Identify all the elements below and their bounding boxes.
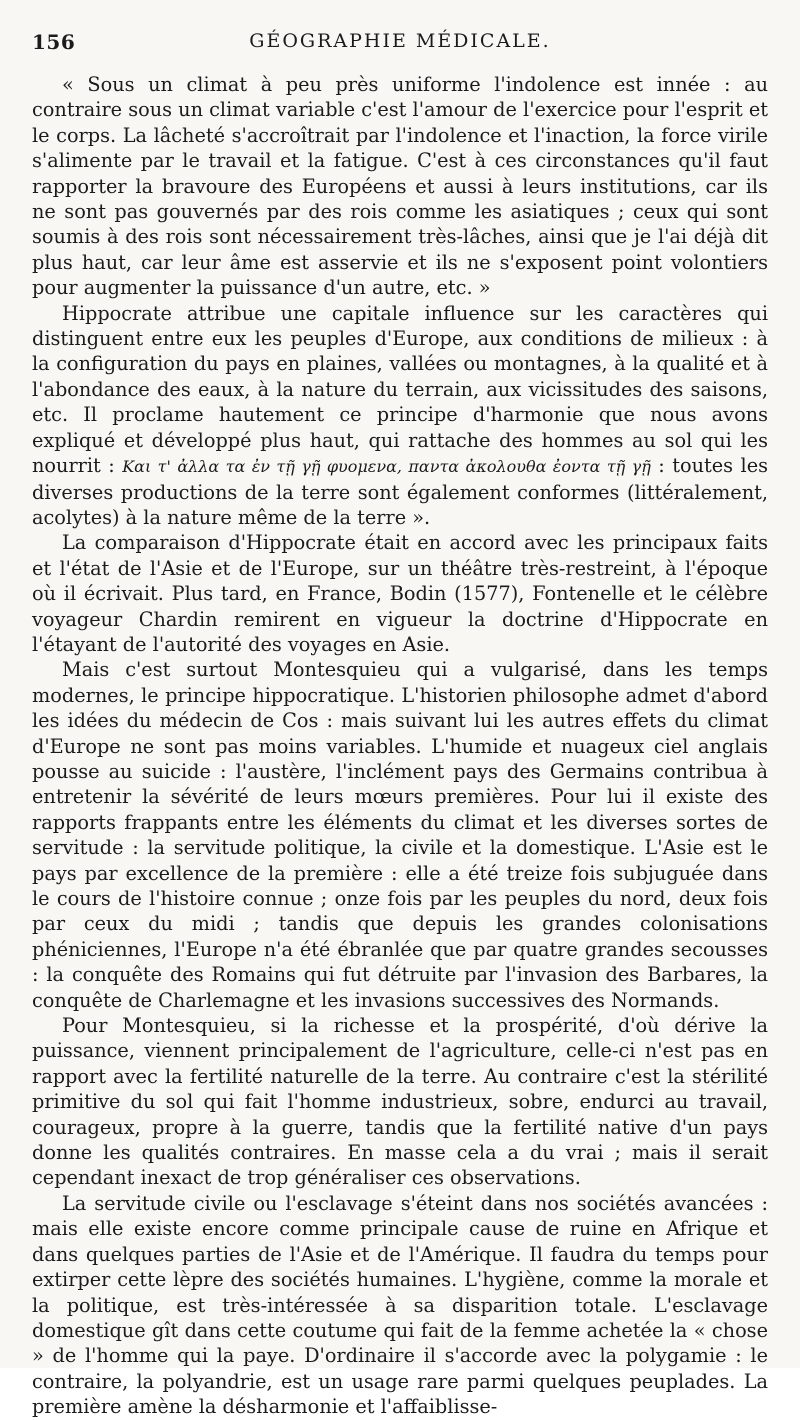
paragraph-richesse: Pour Montesquieu, si la richesse et la prospérité, d'où dérive la puissance, viennent principalement de l'agriculture, celle-ci n'est pas en rapport avec la fertilité naturelle de la terre. Au contraire c'est la stérilité primitive du sol qui fait l'homme industrieux, sobre, endurci au travail, courageux, propre à la guerre, tandis que la fertilité native d'un pays donne les qualités contraires. En masse cela a du vrai ; mais il serait cependant inexact de trop généraliser ces observations. xyxy=(32,1014,768,1190)
page-number: 156 xyxy=(32,30,76,54)
paragraph-quote-climate: « Sous un climat à peu près uniforme l'indolence est innée : au contraire sous un climat variable c'est l'amour de l'exercice pour l'esprit et le corps. La lâcheté s'accroîtrait par l'indolence et l'inaction, la force virile s'alimente par le travail et la fatigue. C'est à ces circonstances qu'il faut rapporter la bravoure des Européens et aussi à leurs institutions, car ils ne sont pas gouvernés par des rois comme les asiatiques ; ceux qui sont soumis à des rois sont nécessairement très-lâches, ainsi que je l'ai déjà dit plus haut, car leur âme est asservie et ils ne s'exposent point volontiers pour augmenter la puissance d'un autre, etc. » xyxy=(32,73,768,300)
paragraph-montesquieu: Mais c'est surtout Montesquieu qui a vulgarisé, dans les temps modernes, le principe hippocratique. L'historien philosophe admet d'abord les idées du médecin de Cos : mais suivant lui les autres effets du climat d'Europe ne sont pas moins variables. L'humide et nuageux ciel anglais pousse au suicide : l'austère, l'inclément pays des Germains contribua à entretenir la sévérité de leurs mœurs premières. Pour lui il existe des rapports frappants entre les éléments du climat et les diverses sortes de servitude : la servitude politique, la civile et la domestique. L'Asie est le pays par excellence de la première : elle a été treize fois subjuguée dans le cours de l'histoire connue ; onze fois par les peuples du nord, deux fois par ceux du midi ; tandis que depuis les grandes colonisations phéniciennes, l'Europe n'a été ébranlée que par quatre grandes secousses : la conquête des Romains qui fut détruite par l'invasion des Barbares, la conquête de Charlemagne et les invasions successives des Normands. xyxy=(32,658,768,1012)
body-text xyxy=(32,72,768,1420)
paragraph-hippocrate xyxy=(32,301,768,531)
paragraph-comparaison: La comparaison d'Hippocrate était en accord avec les principaux faits et l'état de l'Asie et de l'Europe, sur un théâtre très-restreint, à l'époque où il écrivait. Plus tard, en France, Bodin (1577), Fontenelle et le célèbre voyageur Chardin remirent en vigueur la doctrine d'Hippocrate en l'étayant de l'autorité des voyages en Asie. xyxy=(32,531,768,656)
greek-quotation: Και τ' ἀλλα τα ἐν τῇ γῇ φυομενα, παντα ἀκολουθα ἐοντα τῇ γῇ xyxy=(122,457,651,477)
paragraph-hippocrate-text-after: : toutes les diverses productions de la terre sont également conformes (littéralement, acolytes) à la nature même de la terre ». xyxy=(32,454,769,529)
paragraph-servitude: La servitude civile ou l'esclavage s'éteint dans nos sociétés avancées : mais elle existe encore comme principale cause de ruine en Afrique et dans quelques parties de l'Asie et de l'Amérique. Il faudra du temps pour extirper cette lèpre des sociétés humaines. L'hygiène, comme la morale et la politique, est très-intéressée à sa disparition totale. L'esclavage domestique gît dans cette coutume qui fait de la femme achetée la « chose » de l'homme qui la paye. D'ordinaire il s'accorde avec la polygamie : le contraire, la polyandrie, est un usage rare parmi quelques peuplades. La première amène la désharmonie et l'affaiblisse- xyxy=(32,1191,768,1419)
running-title: GÉOGRAPHIE MÉDICALE. xyxy=(249,30,551,52)
page-header xyxy=(32,30,768,60)
paragraph-hippocrate-text-before: Hippocrate attribue une capitale influence sur les caractères qui distinguent entre eux les peuples d'Europe, aux conditions de milieux : à la configuration du pays en plaines, vallées ou montagnes, à la qualité et à l'abondance des eaux, à la nature du terrain, aux vicissitudes des saisons, etc. Il proclame hautement ce principe d'harmonie que nous avons expliqué et développé plus haut, qui rattache des hommes au sol qui les nourrit : xyxy=(32,301,768,478)
